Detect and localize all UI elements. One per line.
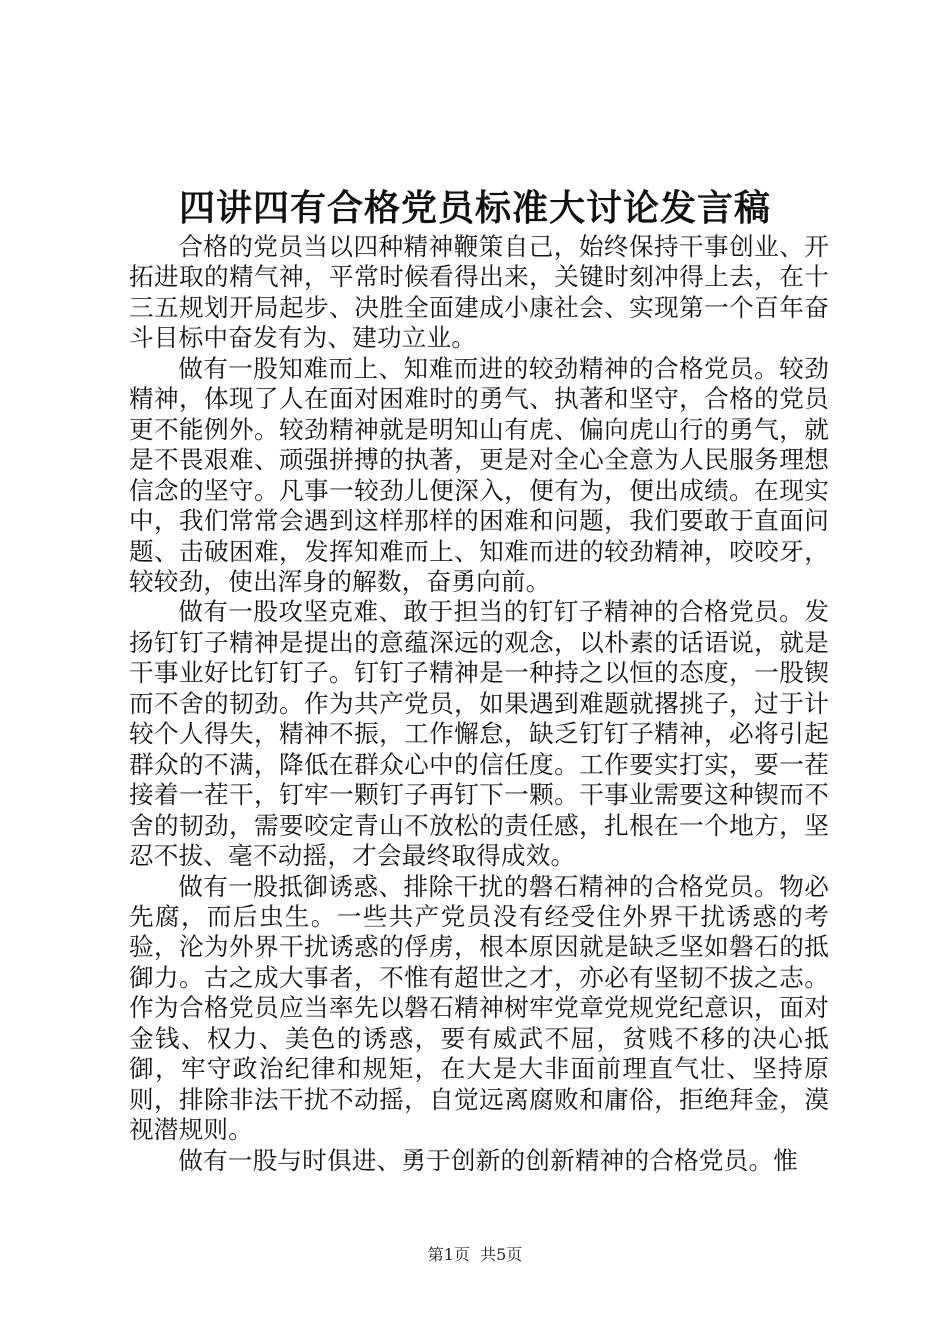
paragraph-jiaojin-spirit: 做有一股知难而上、知难而进的较劲精神的合格党员。较劲精神，体现了人在面对困难时的勇气、执著和坚守，合格的党员更不能例外。较劲精神就是明知山有虎、偏向虎山行的勇气，就是不畏艰难、顽强拼搏的执著，更是对全心全意为人民服务理想信念的坚守。凡事一较劲儿便深入，便有为，便出成绩。在现实中，我们常常会遇到这样那样的困难和问题，我们要敢于直面问题、击破困难，发挥知难而上、知难而进的较劲精神，咬咬牙，较较劲，使出浑身的解数，奋勇向前。 [129,353,829,596]
paragraph-intro: 合格的党员当以四种精神鞭策自己，始终保持干事创业、开拓进取的精气神，平常时候看得出来，关键时刻冲得上去，在十三五规划开局起步、决胜全面建成小康社会、实现第一个百年奋斗目标中奋发有为、建功立业。 [129,232,829,353]
paragraph-innovation-spirit: 做有一股与时俱进、勇于创新的创新精神的合格党员。惟 [178,1145,799,1175]
page-number: 第1页 [427,1245,470,1264]
footer-spacer [470,1245,480,1264]
document-body [129,232,829,1176]
document-title: 四讲四有合格党员标准大讨论发言稿 [178,187,771,229]
paragraph-dingdingzi-spirit: 做有一股攻坚克难、敢于担当的钉钉子精神的合格党员。发扬钉钉子精神是提出的意蕴深远的观念，以朴素的话语说，就是干事业好比钉钉子。钉钉子精神是一种持之以恒的态度，一股锲而不舍的韧劲。作为共产党员，如果遇到难题就撂挑子，过于计较个人得失，精神不振，工作懈怠，缺乏钉钉子精神，必将引起群众的不满，降低在群众心中的信任度。工作要实打实，要一茬接着一茬干，钉牢一颗钉子再钉下一颗。干事业需要这种锲而不舍的韧劲，需要咬定青山不放松的责任感，扎根在一个地方，坚忍不拔、毫不动摇，才会最终取得成效。 [129,597,829,871]
page-total: 共5页 [480,1245,523,1264]
paragraph-panshi-spirit: 做有一股抵御诱惑、排除干扰的磐石精神的合格党员。物必先腐，而后虫生。一些共产党员没有经受住外界干扰诱惑的考验，沦为外界干扰诱惑的俘虏，根本原因就是缺乏坚如磐石的抵御力。古之成大事者，不惟有超世之才，亦必有坚韧不拔之志。作为合格党员应当率先以磐石精神树牢党章党规党纪意识，面对金钱、权力、美色的诱惑，要有威武不屈，贫贱不移的决心抵御，牢守政治纪律和规矩，在大是大非面前理直气壮、坚持原则，排除非法干扰不动摇，自觉远离腐败和庸俗，拒绝拜金，漠视潜规则。 [129,871,829,1145]
page-footer [0,1244,950,1266]
